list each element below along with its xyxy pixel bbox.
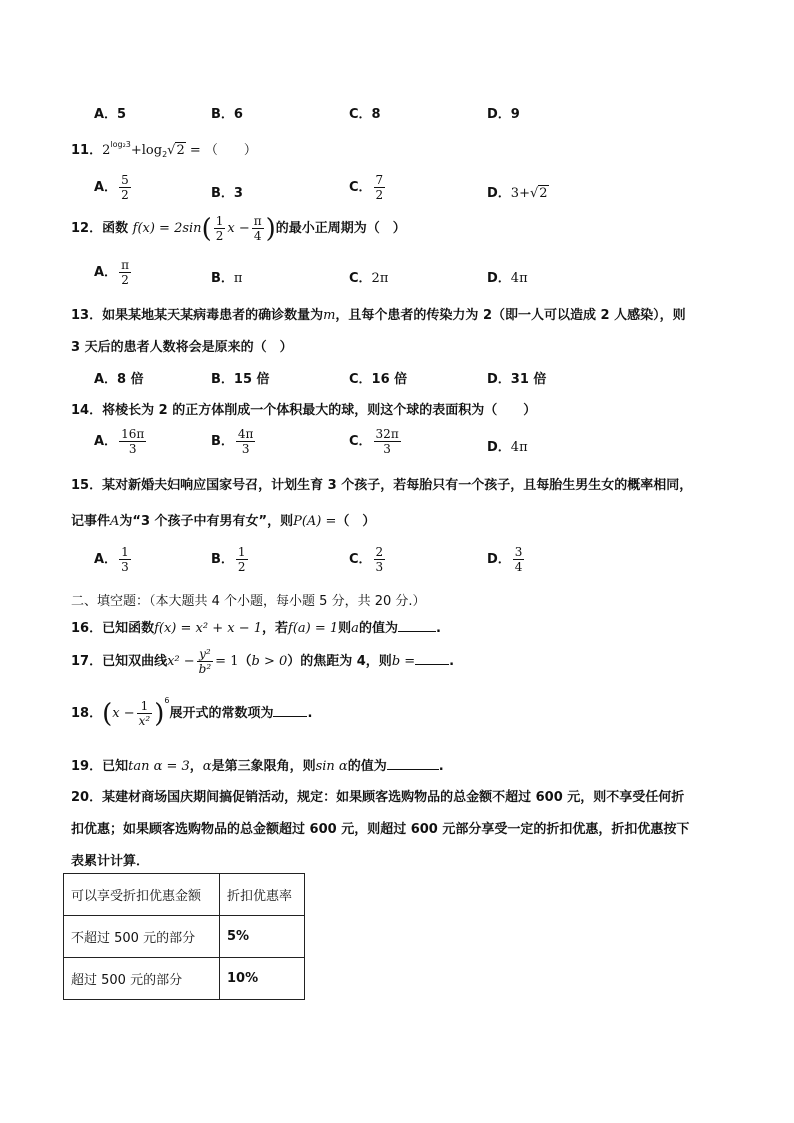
q11-number: 11． (71, 143, 103, 158)
q12-number: 12． (71, 221, 103, 236)
q11-stem (71, 139, 257, 159)
table-header-row (64, 874, 305, 916)
table-row (64, 958, 305, 1000)
q15-line-2: 记事件A为“3 个孩子中有男有女”，则P(A) =（ ） (71, 514, 376, 529)
q13-line-1: 13．如果某地某天某病毒患者的确诊数量为m，且每个患者的传染力为 2（即一人可以造成 2 人感染），则 (71, 308, 686, 323)
q13-option-a: A．8 倍 (94, 372, 144, 387)
q15-probability: P(A) = (293, 514, 337, 529)
q20-line-2: 扣优惠；如果顾客选购物品的总金额超过 600 元，则超过 600 元部分享受一定的折扣优惠，折扣优惠按下 (71, 822, 690, 837)
table-row (64, 916, 305, 958)
q15-option-d: D． $\frac{3}{4}$ (487, 545, 523, 574)
q11-log-base: 2 (162, 150, 168, 159)
q13-option-c: C．16 倍 (349, 372, 408, 387)
q15-option-a: A． $\frac{1}{3}$ (94, 545, 129, 574)
q18-answer-blank[interactable] (273, 716, 307, 717)
q20-line-1: 20．某建材商场国庆期间搞促销活动，规定：如果顾客选购物品的总金额不超过 600 元，则不享受任何折 (71, 790, 685, 805)
q13-m: m (323, 308, 336, 323)
q10-option-d: D．9 (487, 107, 520, 122)
q11-option-d: D．3+√2 (487, 186, 548, 201)
q12-function: f(x) = 2sin (132, 221, 202, 236)
table-cell: 5% (220, 916, 305, 958)
q14-option-c: C． $\frac{32\pi}{3}$ (349, 427, 399, 456)
q16-answer-blank[interactable] (398, 631, 436, 632)
q11-option-b: B．3 (211, 186, 243, 201)
q20-line-3: 表累计计算． (71, 854, 150, 869)
section-heading: 二、填空题：（本大题共 4 个小题，每小题 5 分，共 20 分.） (71, 594, 426, 609)
q13-option-d: D．31 倍 (487, 372, 547, 387)
q13-line-2: 3 天后的患者人数将会是原来的（ ） (71, 340, 293, 355)
q15-option-c: C． $\frac{2}{3}$ (349, 545, 384, 574)
table-cell: 超过 500 元的部分 (64, 958, 220, 1000)
q12-tail: 的最小正周期为（ ） (275, 221, 406, 236)
q12-option-b: B．π (211, 271, 243, 286)
q19-answer-blank[interactable] (387, 769, 439, 770)
q15-line-1: 15．某对新婚夫妇响应国家号召，计划生育 3 个孩子，若每胎只有一个孩子，且每胎生男生女的概率相同， (71, 478, 693, 493)
q11-base: 2 (102, 143, 111, 158)
q11-sqrt: √2 (167, 143, 185, 158)
q11-option-c: C． $\frac{7}{2}$ (349, 173, 384, 202)
q10-option-a: A．5 (94, 107, 127, 122)
q10-option-c: C．8 (349, 107, 381, 122)
q11-exponent: log₂3 (110, 140, 131, 149)
q10-option-b: B．6 (211, 107, 243, 122)
q14-stem: 14．将棱长为 2 的正方体削成一个体积最大的球，则这个球的表面积为（ ） (71, 403, 537, 418)
discount-table (63, 873, 305, 1000)
q13-option-b: B．15 倍 (211, 372, 270, 387)
q18-stem: 18．(x − $\frac{1}{\text{x²}}$ )$^6$展开式的常数项为 . (71, 696, 313, 729)
table-header: 可以享受折扣优惠金额 (64, 874, 220, 916)
q17-stem: 17．已知双曲线x² − $\frac{\text{y²}}{\text{b²}}$ = 1（b > 0）的焦距为 4，则b = . (71, 647, 455, 676)
table-cell: 10% (220, 958, 305, 1000)
q11-log: +log (130, 143, 163, 158)
q12-option-c: C．2π (349, 271, 389, 286)
q12-option-d: D．4π (487, 271, 528, 286)
q19-stem: 19．已知tan α = 3，α是第三象限角，则sin α的值为 . (71, 759, 444, 774)
q11-option-a: A． $\frac{5}{2}$ (94, 173, 129, 202)
q12-stem: 12．函数 f(x) = 2sin( $\frac{1}{2}$ x − $\frac{\pi}{4}$ )的最小正周期为（ ） (71, 213, 406, 244)
table-header: 折扣优惠率 (220, 874, 305, 916)
table-cell: 不超过 500 元的部分 (64, 916, 220, 958)
q17-answer-blank[interactable] (415, 664, 449, 665)
q11-tail: = （ ） (185, 143, 257, 158)
q16-stem: 16．已知函数f(x) = x² + x − 1，若f(a) = 1则a的值为 . (71, 621, 441, 636)
q12-option-a: A． $\frac{\pi}{2}$ (94, 258, 129, 287)
q14-option-a: A． $\frac{16\pi}{3}$ (94, 427, 145, 456)
q14-option-d: D．4π (487, 440, 528, 455)
q14-option-b: B． $\frac{4\pi}{3}$ (211, 427, 254, 456)
q15-option-b: B． $\frac{1}{2}$ (211, 545, 246, 574)
